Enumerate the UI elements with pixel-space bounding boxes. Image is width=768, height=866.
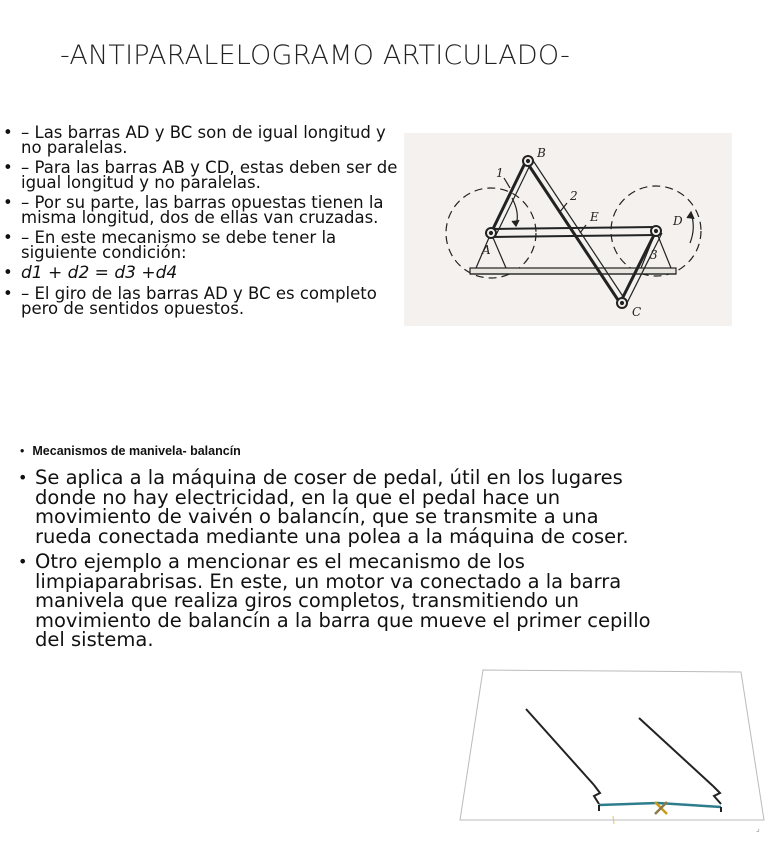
bullet-icon: • (3, 125, 13, 142)
label-1: 1 (496, 166, 504, 180)
label-b: B (537, 146, 546, 160)
crank-rocker-bullet-list (18, 468, 658, 656)
bullet-icon: • (3, 193, 13, 212)
list-item: • – Por su parte, las barras opuestas tienen la misma longitud, dos de ellas van cruzadas. (3, 193, 384, 227)
label-e: E (590, 210, 599, 224)
label-2: 2 (570, 189, 578, 203)
list-item: • – Para las barras AB y CD, estas deben ser de igual longitud y no paralelas. (3, 158, 398, 192)
antiparallelogram-diagram (404, 133, 732, 326)
label-c: C (632, 305, 642, 319)
bullet-icon: • (3, 228, 13, 247)
page-title: -ANTIPARALELOGRAMO ARTICULADO- (60, 40, 571, 71)
bullet-icon: • (3, 158, 13, 177)
condition-formula: • d1 + d2 = d3 +d4 (3, 263, 178, 283)
bullet-icon: • (3, 263, 13, 282)
corner-mark-icon: ⌟ (756, 824, 760, 833)
label-3: 3 (650, 248, 658, 262)
list-item: • – Las barras AD y BC son de igual longitud y no paralelas. (3, 125, 386, 157)
list-item: • – En este mecanismo se debe tener la siguiente condición: (3, 228, 337, 262)
antiparallelogram-bullet-list (3, 125, 405, 321)
list-item: • Se aplica a la máquina de coser de pedal, útil en los lugares donde no hay electricidad, en la que el pedal hace un movimiento de vaivén o balancín, que se transmite a una rueda conectada mediante una polea a la máquina de coser. (18, 466, 629, 548)
bullet-icon: • (18, 552, 28, 571)
list-item: • Otro ejemplo a mencionar es el mecanismo de los limpiaparabrisas. En este, un motor va conectado a la barra manivela que realiza giros completos, transmitiendo un movimiento de balancín a la barra que mueve el primer cepillo del sistema. (18, 550, 651, 651)
ground-base (470, 268, 676, 274)
label-d: D (673, 214, 683, 228)
bullet-icon: • (3, 284, 13, 303)
bullet-icon: • (20, 444, 25, 458)
label-a: A (482, 243, 491, 257)
bar-3 (620, 231, 656, 303)
perspective-plane (460, 670, 764, 820)
section-heading: • Mecanismos de manivela- balancín (20, 444, 241, 458)
wiper-mechanism-diagram (458, 668, 768, 836)
list-item: • – El giro de las barras AD y BC es completo pero de sentidos opuestos. (3, 284, 377, 318)
bullet-icon: • (18, 468, 28, 487)
bar-2 (526, 161, 620, 303)
